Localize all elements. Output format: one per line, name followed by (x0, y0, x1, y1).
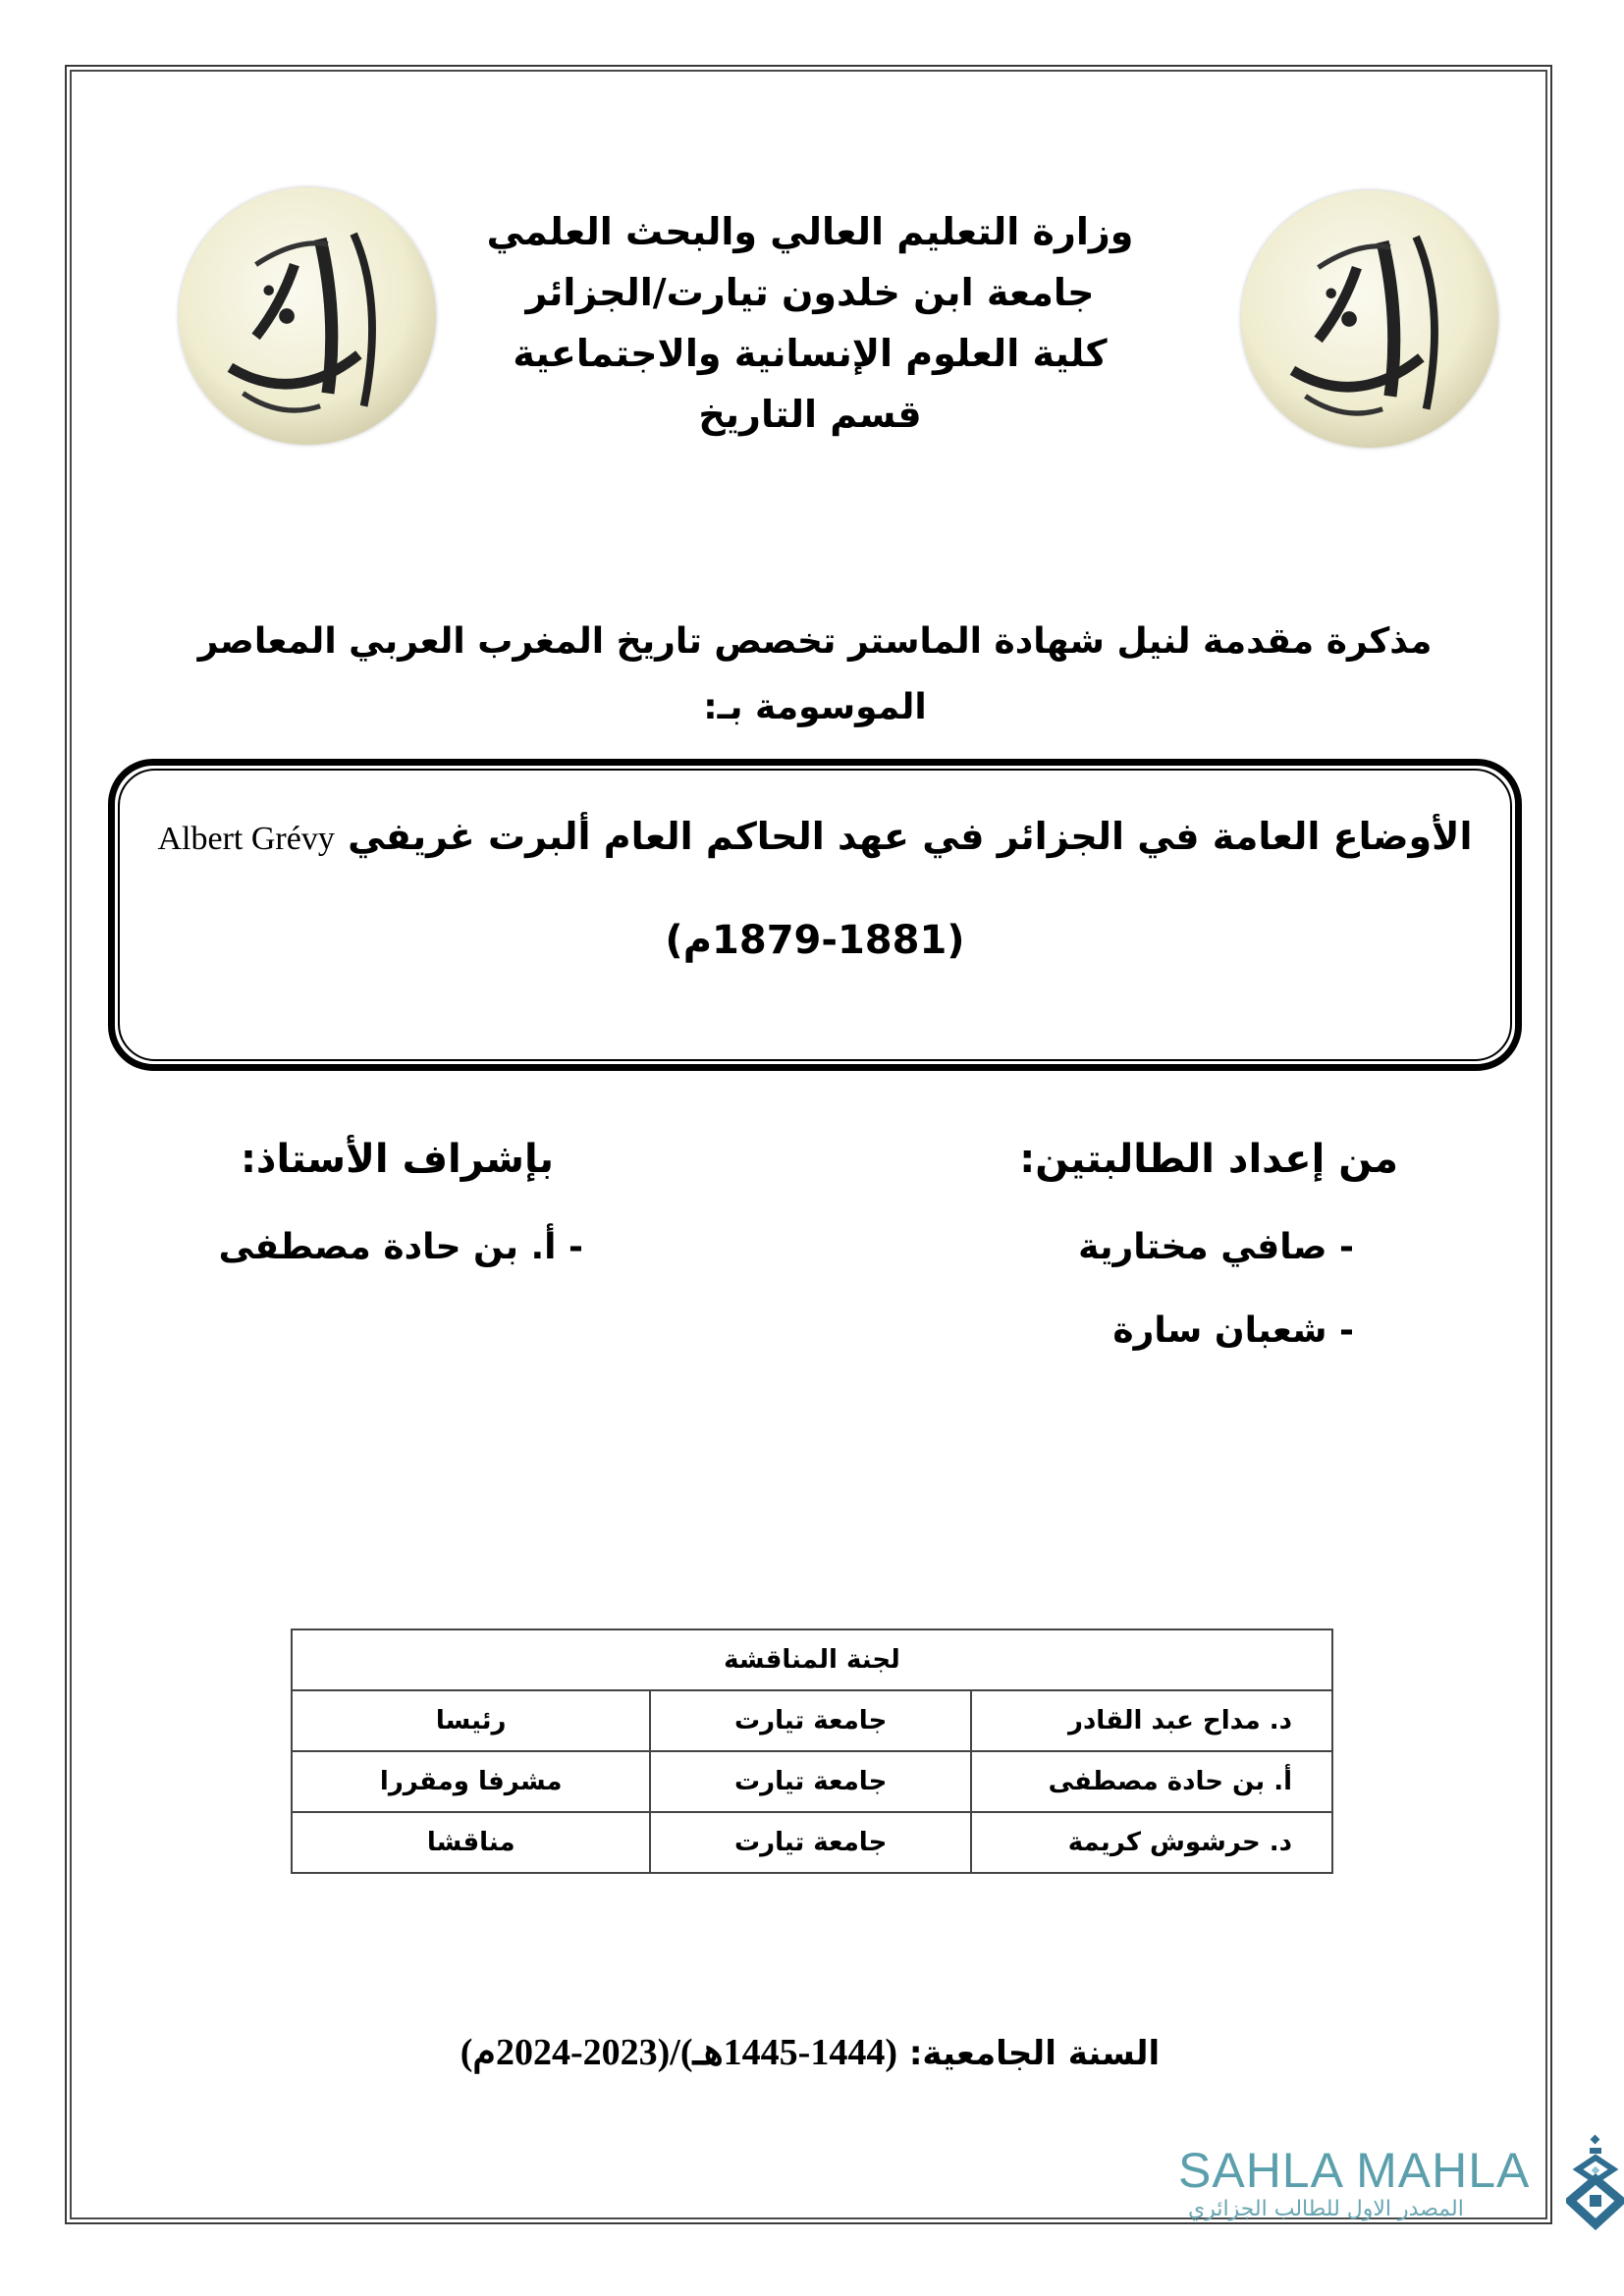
sahla-mahla-logo-icon (1566, 2130, 1624, 2238)
jury-member-name: د. حرشوش كريمة (971, 1812, 1332, 1873)
jury-table-title: لجنة المناقشة (292, 1629, 1332, 1690)
memo-description: مذكرة مقدمة لنيل شهادة الماستر تخصص تاريخ المغرب العربي المعاصر (197, 621, 1433, 662)
supervisor-name: - أ. بن حادة مصطفى (218, 1227, 583, 1267)
university-seal-right-icon (1241, 190, 1498, 448)
students-heading: من إعداد الطالبتين: (1019, 1137, 1398, 1182)
watermark-brand: SAHLA MAHLA (1178, 2143, 1531, 2198)
institution-header (412, 201, 1208, 445)
sahla-mahla-watermark (1178, 2130, 1624, 2238)
table-row (292, 1690, 1332, 1751)
thesis-title (115, 815, 1515, 858)
table-row (292, 1812, 1332, 1873)
thesis-title-arabic: الأوضاع العامة في الجزائر في عهد الحاكم العام ألبرت غريفي (348, 815, 1473, 858)
university-seal-left-icon (179, 187, 436, 445)
jury-member-university: جامعة تيارت (650, 1812, 970, 1873)
jury-member-role: رئيسا (292, 1690, 650, 1751)
faculty-name: كلية العلوم الإنسانية والاجتماعية (513, 332, 1108, 375)
university-name: جامعة ابن خلدون تيارت/الجزائر (525, 271, 1095, 314)
watermark-tagline: المصدر الاول للطالب الجزائري (1188, 2197, 1464, 2221)
academic-year-separator: / (670, 2032, 680, 2073)
student-name: - شعبان سارة (1112, 1310, 1354, 1351)
academic-year (393, 2030, 1227, 2074)
jury-member-name: د. مداح عبد القادر (971, 1690, 1332, 1751)
jury-table-header-row (292, 1629, 1332, 1690)
jury-member-name: أ. بن حادة مصطفى (971, 1751, 1332, 1812)
jury-member-university: جامعة تيارت (650, 1751, 970, 1812)
supervisor-heading: بإشراف الأستاذ: (240, 1137, 554, 1182)
jury-member-role: مناقشا (292, 1812, 650, 1873)
jury-table (291, 1629, 1333, 1874)
department-name: قسم التاريخ (698, 393, 922, 436)
thesis-title-years: (1879-1881م) (665, 918, 965, 963)
thesis-title-box (108, 759, 1522, 1071)
jury-member-role: مشرفا ومقررا (292, 1751, 650, 1812)
academic-year-label: السنة الجامعية: (908, 2034, 1161, 2073)
memo-titled-label: الموسومة بـ: (703, 687, 927, 727)
academic-year-hijri: (1444-1445هـ) (679, 2032, 897, 2073)
table-row (292, 1751, 1332, 1812)
thesis-title-latin: Albert Grévy (157, 821, 335, 857)
academic-year-gregorian: (2023-2024م) (460, 2032, 671, 2073)
thesis-title-box-inner-border (118, 769, 1512, 1061)
ministry-name: وزارة التعليم العالي والبحث العلمي (486, 210, 1134, 253)
jury-member-university: جامعة تيارت (650, 1690, 970, 1751)
student-name: - صافي مختارية (1078, 1227, 1354, 1267)
